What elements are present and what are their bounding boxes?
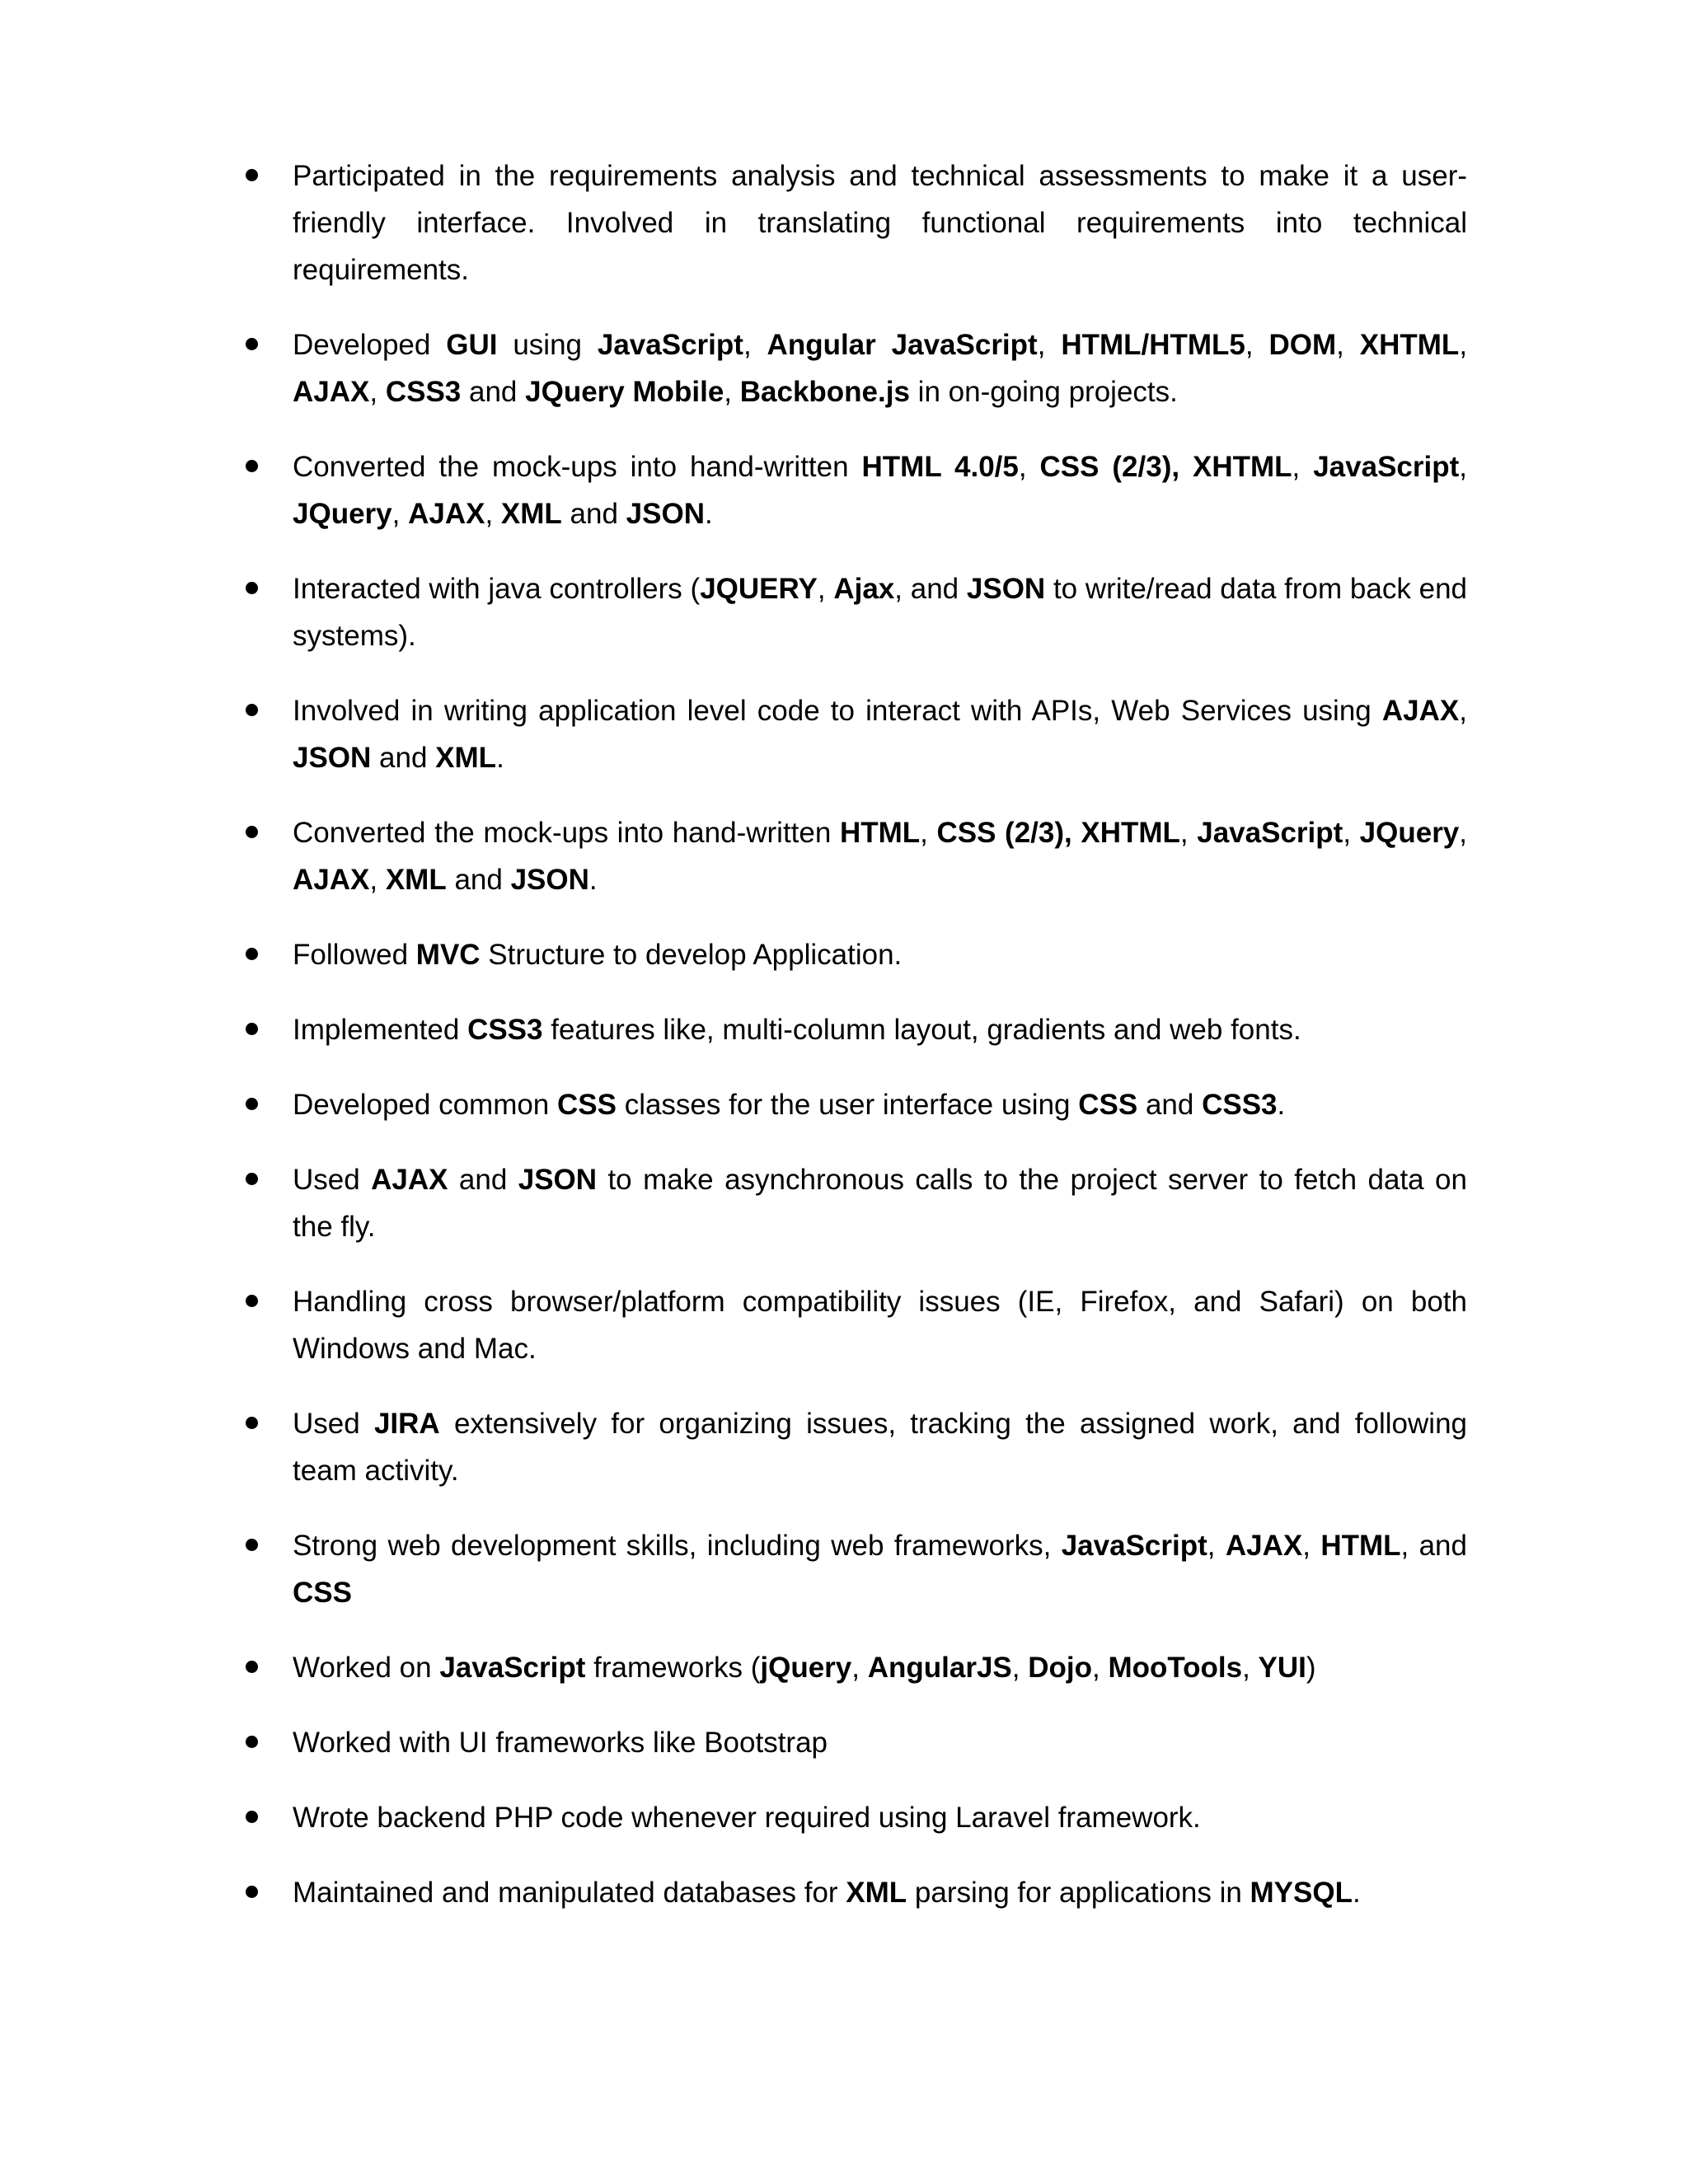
bold-keyword: JavaScript [439, 1652, 586, 1684]
text-segment: , [1292, 451, 1314, 483]
bullet-icon [246, 1539, 258, 1551]
list-item-text [293, 1802, 1201, 1834]
text-segment: Developed [293, 329, 447, 361]
list-item-text [293, 1652, 1316, 1684]
text-segment: to make asynchronous calls to the project server to fetch data on the fly. [293, 1164, 1467, 1243]
list-item [293, 1400, 1467, 1494]
text-segment: in on-going projects. [909, 376, 1178, 408]
text-segment: ) [1306, 1652, 1316, 1684]
text-segment: Used [293, 1164, 372, 1196]
bold-keyword: HTML [1320, 1530, 1401, 1562]
bold-keyword: JQuery [1359, 817, 1460, 849]
list-item-text [293, 1164, 1467, 1243]
bullet-icon [246, 460, 258, 472]
list-item-text [293, 451, 1467, 530]
bold-keyword: YUI [1258, 1652, 1306, 1684]
bold-keyword: CSS [1078, 1089, 1138, 1121]
text-segment: Involved in writing application level code to interact with APIs, Web Services using [293, 695, 1382, 727]
text-segment: and [1137, 1089, 1203, 1121]
bold-keyword: Angular JavaScript [767, 329, 1038, 361]
text-segment: , [743, 329, 767, 361]
list-item-text [293, 1727, 828, 1759]
text-segment: Maintained and manipulated databases for [293, 1877, 846, 1909]
list-item [293, 687, 1467, 781]
bold-keyword: JQuery [293, 498, 392, 530]
list-item [293, 1006, 1467, 1053]
bold-keyword: XML [435, 742, 497, 774]
list-item-text [293, 1089, 1285, 1121]
bold-keyword: JavaScript [597, 329, 743, 361]
text-segment: classes for the user interface using [616, 1089, 1079, 1121]
bold-keyword: AngularJS [867, 1652, 1012, 1684]
text-segment: . [496, 742, 504, 774]
list-item [293, 1081, 1467, 1128]
list-item-text [293, 1530, 1467, 1609]
text-segment: , [1459, 451, 1467, 483]
bold-keyword: HTML 4.0/5 [861, 451, 1019, 483]
list-item [293, 1869, 1467, 1916]
bold-keyword: Backbone.js [739, 376, 910, 408]
text-segment: , [392, 498, 409, 530]
text-segment: , [1343, 817, 1360, 849]
text-segment: . [1352, 1877, 1361, 1909]
bullet-icon [246, 1098, 258, 1110]
bold-keyword: CSS [293, 1577, 352, 1609]
text-segment: features like, multi-column layout, gradients and web fonts. [542, 1014, 1301, 1046]
text-segment: , [1207, 1530, 1226, 1562]
bullet-icon [246, 1173, 258, 1185]
text-segment: , [1011, 1652, 1029, 1684]
list-item-text [293, 329, 1467, 408]
text-segment: extensively for organizing issues, tracking the assigned work, and following team activity. [293, 1408, 1467, 1487]
bold-keyword: CSS3 [385, 376, 462, 408]
text-segment: Worked on [293, 1652, 440, 1684]
text-segment: Used [293, 1408, 374, 1440]
text-segment: , [1459, 695, 1467, 727]
text-segment: , [1245, 329, 1269, 361]
text-segment: and [461, 376, 526, 408]
text-segment: , [1336, 329, 1360, 361]
text-segment: Converted the mock-ups into hand-written [293, 451, 862, 483]
list-item [293, 565, 1467, 659]
bullet-icon [246, 1886, 258, 1898]
list-item [293, 1644, 1467, 1691]
bold-keyword: CSS3 [467, 1014, 543, 1046]
list-item-text [293, 573, 1467, 652]
list-item-text [293, 1286, 1467, 1365]
text-segment: Worked with UI frameworks like Bootstrap [293, 1727, 828, 1759]
text-segment: . [704, 498, 713, 530]
text-segment: Implemented [293, 1014, 468, 1046]
text-segment: , [1302, 1530, 1321, 1562]
list-item-text [293, 160, 1467, 286]
text-segment: using [497, 329, 598, 361]
text-segment: frameworks ( [585, 1652, 761, 1684]
list-item [293, 152, 1467, 293]
bold-keyword: JSON [510, 864, 589, 896]
text-segment: Followed [293, 939, 416, 971]
text-segment: and [561, 498, 626, 530]
bold-keyword: CSS3 [1202, 1089, 1278, 1121]
bold-keyword: MYSQL [1250, 1877, 1353, 1909]
bold-keyword: DOM [1268, 329, 1337, 361]
text-segment: , and [1400, 1530, 1467, 1562]
text-segment: parsing for applications in [907, 1877, 1250, 1909]
bold-keyword: XHTML [1359, 329, 1460, 361]
list-item [293, 809, 1467, 903]
text-segment: , [1091, 1652, 1109, 1684]
bold-keyword: JSON [626, 498, 705, 530]
text-segment: , [1242, 1652, 1259, 1684]
bullet-icon [246, 1295, 258, 1307]
bold-keyword: jQuery [760, 1652, 852, 1684]
bold-keyword: XML [846, 1877, 907, 1909]
text-segment: , [485, 498, 501, 530]
text-segment: , [1179, 817, 1198, 849]
bold-keyword: Ajax [833, 573, 895, 605]
text-segment: , [369, 376, 386, 408]
text-segment: , [1018, 451, 1040, 483]
bold-keyword: XML [385, 864, 447, 896]
list-item [293, 1719, 1467, 1766]
bullet-icon [246, 1023, 258, 1035]
bold-keyword: JavaScript [1197, 817, 1343, 849]
text-segment: . [1277, 1089, 1286, 1121]
text-segment: Developed common [293, 1089, 557, 1121]
text-segment: Structure to develop Application. [480, 939, 903, 971]
bold-keyword: JSON [518, 1164, 598, 1196]
bullet-icon [246, 826, 258, 838]
text-segment: , [817, 573, 834, 605]
bold-keyword: MooTools [1108, 1652, 1243, 1684]
text-segment: and [371, 742, 436, 774]
text-segment: Handling cross browser/platform compatibility issues (IE, Firefox, and Safari) on both Windows and Mac. [293, 1286, 1467, 1365]
list-item-text [293, 695, 1467, 774]
text-segment: Interacted with java controllers ( [293, 573, 701, 605]
bold-keyword: CSS (2/3), XHTML [936, 817, 1180, 849]
list-item [293, 321, 1467, 415]
text-segment: Converted the mock-ups into hand-written [293, 817, 840, 849]
bullet-list [293, 152, 1467, 1944]
bold-keyword: JIRA [373, 1408, 440, 1440]
bold-keyword: JSON [293, 742, 372, 774]
list-item [293, 931, 1467, 978]
bold-keyword: HTML/HTML5 [1061, 329, 1245, 361]
text-segment: , [369, 864, 386, 896]
text-segment: and [448, 1164, 518, 1196]
text-segment: Wrote backend PHP code whenever required using Laravel framework. [293, 1802, 1201, 1834]
bold-keyword: JSON [966, 573, 1046, 605]
text-segment: to write/read data from back end systems). [293, 573, 1468, 652]
bullet-icon [246, 169, 258, 181]
text-segment: , [920, 817, 937, 849]
text-segment: Strong web development skills, including web frameworks, [293, 1530, 1062, 1562]
bullet-icon [246, 704, 258, 716]
bold-keyword: MVC [415, 939, 481, 971]
text-segment: , and [894, 573, 967, 605]
list-item [293, 443, 1467, 537]
bullet-icon [246, 1736, 258, 1748]
bold-keyword: AJAX [293, 864, 370, 896]
text-segment: , [1459, 329, 1468, 361]
text-segment: Participated in the requirements analysis and technical assessments to make it a user-friendly interface. Involved in translating functional requirements into technical requirements. [293, 160, 1467, 286]
text-segment: , [851, 1652, 868, 1684]
text-segment: , [1037, 329, 1062, 361]
text-segment: and [446, 864, 511, 896]
bold-keyword: AJAX [408, 498, 485, 530]
bold-keyword: AJAX [293, 376, 370, 408]
bold-keyword: CSS (2/3), XHTML [1039, 451, 1292, 483]
text-segment: , [724, 376, 740, 408]
list-item [293, 1522, 1467, 1616]
bullet-icon [246, 1811, 258, 1823]
list-item [293, 1278, 1467, 1372]
bold-keyword: AJAX [1381, 695, 1460, 727]
bold-keyword: AJAX [371, 1164, 448, 1196]
bullet-icon [246, 948, 258, 960]
list-item-text [293, 939, 902, 971]
list-item-text [293, 1014, 1301, 1046]
bullet-icon [246, 1417, 258, 1429]
list-item-text [293, 1408, 1467, 1487]
text-segment: , [1459, 817, 1468, 849]
bullet-icon [246, 582, 258, 594]
bold-keyword: CSS [557, 1089, 617, 1121]
text-segment: . [588, 864, 598, 896]
bold-keyword: GUI [446, 329, 498, 361]
bold-keyword: AJAX [1225, 1530, 1303, 1562]
bold-keyword: XML [500, 498, 562, 530]
list-item [293, 1156, 1467, 1250]
bullet-icon [246, 1661, 258, 1673]
bold-keyword: JQUERY [700, 573, 818, 605]
bold-keyword: JQuery Mobile [525, 376, 724, 408]
bold-keyword: Dojo [1028, 1652, 1092, 1684]
bold-keyword: JavaScript [1313, 451, 1460, 483]
bold-keyword: HTML [839, 817, 921, 849]
list-item-text [293, 1877, 1361, 1909]
list-item [293, 1794, 1467, 1841]
bold-keyword: JavaScript [1061, 1530, 1207, 1562]
bullet-icon [246, 338, 258, 350]
list-item-text [293, 817, 1467, 896]
